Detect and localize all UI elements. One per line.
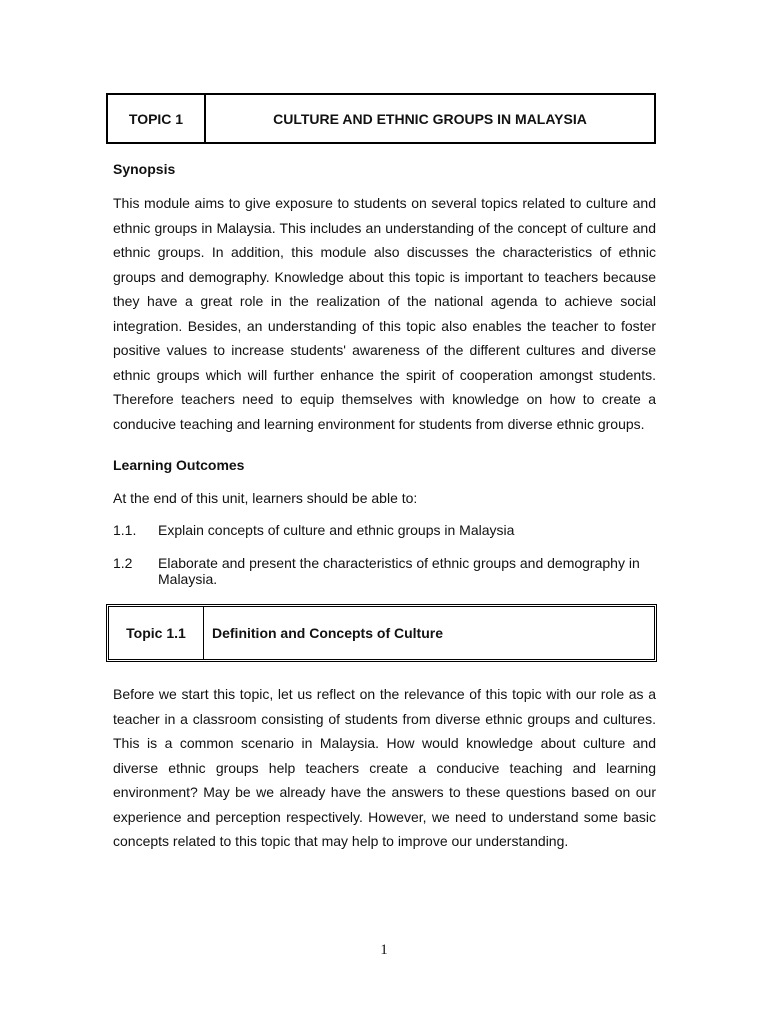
reflection-line: This is a common scenario in Malaysia. How would knowledge about culture and xyxy=(113,735,656,751)
synopsis-line: conducive teaching and learning environment for students from diverse ethnic groups. xyxy=(113,415,645,432)
learning-outcomes-intro: At the end of this unit, learners should be able to: xyxy=(113,490,418,506)
outcome-number: 1.1. xyxy=(113,522,137,538)
synopsis-line: integration. Besides, an understanding of this topic also enables the teacher to foster xyxy=(113,317,656,334)
synopsis-line: they have a great role in the realization of the national agenda to achieve social xyxy=(113,293,656,309)
outcome-number: 1.2 xyxy=(113,555,133,571)
reflection-line: environment? May be we already have the answers to these questions based on our xyxy=(113,784,656,800)
subtopic-header-box xyxy=(106,604,657,662)
reflection-line: teacher in a classroom consisting of students from diverse ethnic groups and cultures. xyxy=(113,710,656,727)
outcome-text: Elaborate and present the characteristics of ethnic groups and demography in Malaysia. xyxy=(158,555,640,587)
learning-outcomes-heading: Learning Outcomes xyxy=(113,457,245,473)
synopsis-line: groups and demography. Knowledge about this topic is important to teachers because xyxy=(113,268,656,285)
synopsis-paragraph xyxy=(113,191,656,436)
subtopic-number: Topic 1.1 xyxy=(109,607,204,659)
subtopic-title: Definition and Concepts of Culture xyxy=(212,625,443,641)
synopsis-line: ethnic groups. In addition, this module also discusses the characteristics of ethnic xyxy=(113,244,656,260)
reflection-line: Before we start this topic, let us reflect on the relevance of this topic with our role as a xyxy=(113,686,656,702)
topic-number: TOPIC 1 xyxy=(108,95,206,142)
reflection-line: experience and perception respectively. However, we need to understand some basic xyxy=(113,808,656,825)
reflection-line: concepts related to this topic that may help to improve our understanding. xyxy=(113,833,569,849)
synopsis-line: This module aims to give exposure to students on several topics related to culture and xyxy=(113,195,656,211)
page-number: 1 xyxy=(380,942,388,958)
reflection-line: diverse ethnic groups help teachers create a conducive teaching and learning xyxy=(113,759,656,776)
outcome-item xyxy=(113,555,656,587)
topic-title: CULTURE AND ETHNIC GROUPS IN MALAYSIA xyxy=(273,110,587,127)
outcome-text: Explain concepts of culture and ethnic groups in Malaysia xyxy=(158,522,515,538)
synopsis-line: Therefore teachers need to equip themselves with knowledge on how to create a xyxy=(113,391,656,407)
synopsis-line: ethnic groups which will further enhance the spirit of cooperation amongst students. xyxy=(113,366,656,383)
reflection-paragraph xyxy=(113,682,656,854)
synopsis-line: ethnic groups in Malaysia. This includes an understanding of the concept of culture and xyxy=(113,219,656,236)
synopsis-heading: Synopsis xyxy=(113,161,176,177)
topic-header-box xyxy=(106,93,656,144)
outcome-item xyxy=(113,522,656,538)
synopsis-line: positive values to increase students' awareness of the different cultures and diverse xyxy=(113,342,656,358)
